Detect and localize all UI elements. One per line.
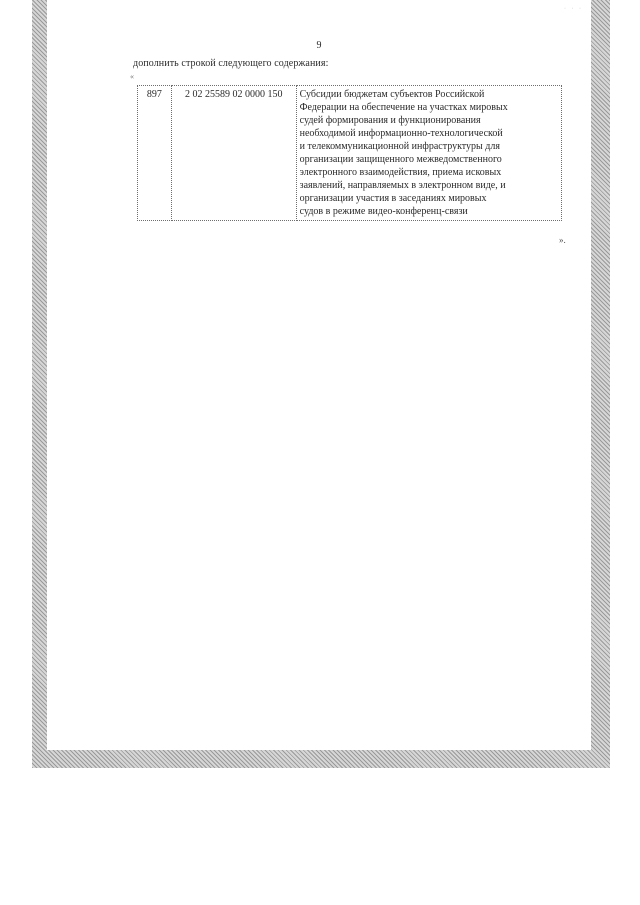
description-cell <box>296 86 561 221</box>
document-page <box>47 0 591 750</box>
description-line: заявлений, направляемых в электронном виде, и <box>299 180 506 191</box>
table-row <box>138 86 562 221</box>
description-line: судей формирования и функционирования <box>299 115 481 126</box>
description-line: судов в режиме видео-конференц-связи <box>299 206 468 217</box>
budget-code-cell: 2 02 25589 02 0000 150 <box>171 86 296 221</box>
admin-code-cell: 897 <box>138 86 172 221</box>
budget-table <box>137 85 562 221</box>
opening-quote: « <box>130 72 134 81</box>
scanned-page-frame <box>32 0 610 768</box>
description-line: электронного взаимодействия, приема исковых <box>299 167 502 178</box>
description-line: и телекоммуникационной инфраструктуры для <box>299 141 500 152</box>
intro-text: дополнить строкой следующего содержания: <box>133 58 329 69</box>
edge-mark: · · · <box>564 6 583 12</box>
description-line: необходимой информационно-технологической <box>299 128 503 139</box>
description-line: организации защищенного межведомственного <box>299 154 502 165</box>
description-line: Субсидии бюджетам субъектов Российской <box>299 89 485 100</box>
description-line: организации участия в заседаниях мировых <box>299 193 487 204</box>
closing-quote: ». <box>559 235 566 245</box>
page-number: 9 <box>316 40 322 51</box>
description-line: Федерации на обеспечение на участках мировых <box>299 102 508 113</box>
